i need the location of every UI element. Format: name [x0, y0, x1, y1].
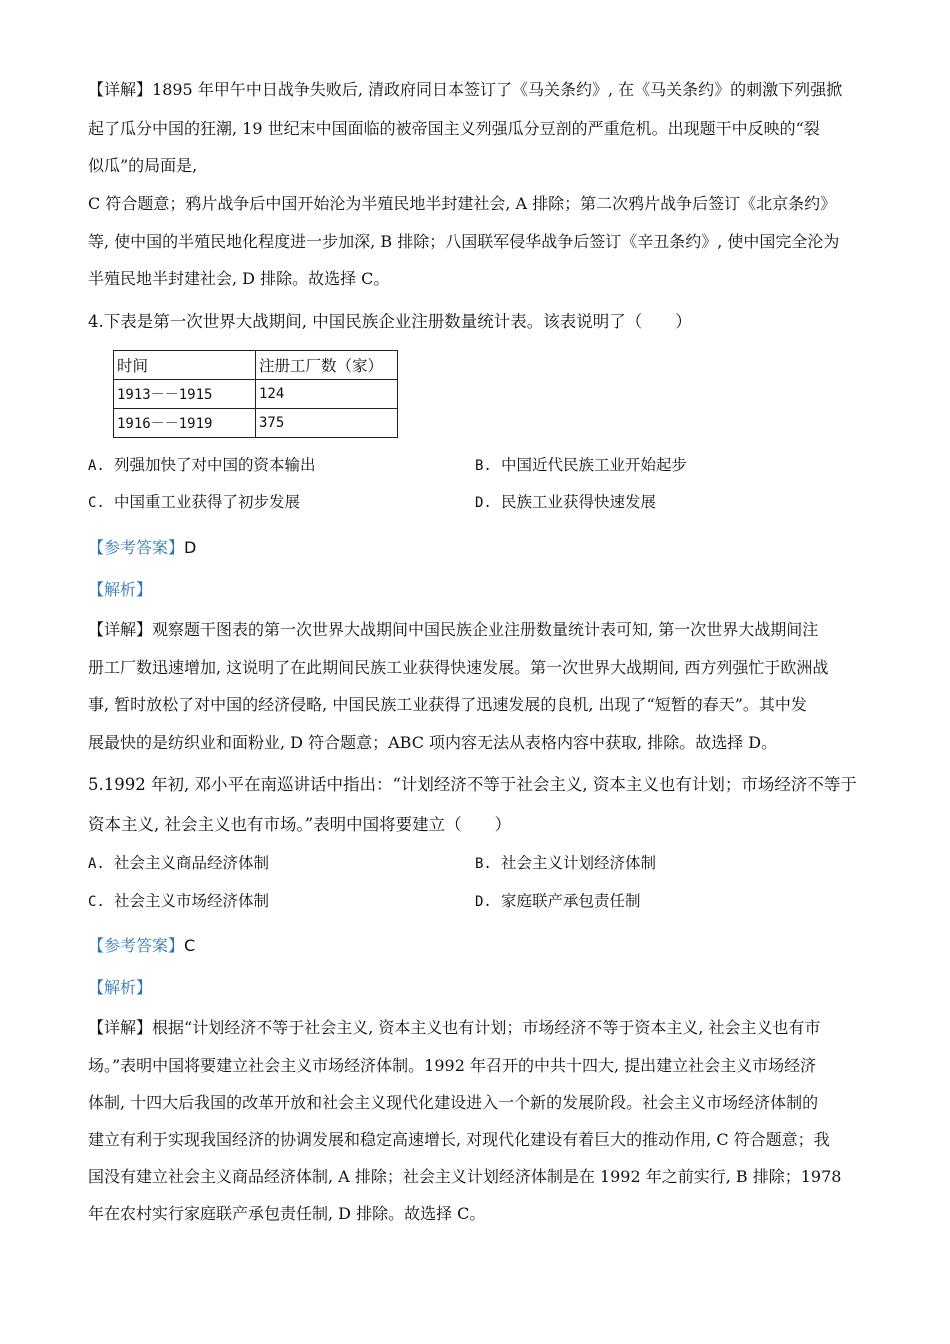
answer-value: C	[184, 936, 196, 955]
q4-analysis-label: 【解析】	[88, 580, 153, 599]
q4-option-b[interactable]: B. 中国近代民族工业开始起步	[475, 456, 688, 474]
table-row	[114, 380, 398, 409]
q5-answer	[88, 936, 878, 956]
q5-detail-line-2: 场。”表明中国将要建立社会主义市场经济体制。1992 年召开的中共十四大, 提出建立社会主义市场经济	[88, 1056, 817, 1075]
q4-detail-line-4: 展最快的是纺织业和面粉业, D 符合题意；ABC 项内容无法从表格内容中获取, 排除。故选择 D。	[88, 733, 778, 752]
q4-option-a[interactable]: A. 列强加快了对中国的资本输出	[88, 456, 316, 474]
q4-answer	[88, 538, 878, 558]
q3-detail-line-6: 半殖民地半封建社会, D 排除。故选择 C。	[88, 269, 390, 288]
q5-analysis-label: 【解析】	[88, 978, 153, 997]
detail-tag: 【详解】	[88, 620, 153, 639]
table-header-row	[114, 351, 398, 380]
q4-detail-line-1: 【详解】观察题干图表的第一次世界大战期间中国民族企业注册数量统计表可知, 第一次世界大战期间注	[88, 620, 819, 639]
q4-question: 4.下表是第一次世界大战期间, 中国民族企业注册数量统计表。该表说明了（ ）	[88, 312, 692, 331]
q5-detail-line-5: 国没有建立社会主义商品经济体制, A 排除；社会主义计划经济体制是在 1992 年之前实行, B 排除；1978	[88, 1167, 842, 1186]
q5-question-line-2: 资本主义, 社会主义也有市场。”表明中国将要建立（ ）	[88, 815, 512, 834]
q5-detail-line-4: 建立有利于实现我国经济的协调发展和稳定高速增长, 对现代化建设有着巨大的推动作用, C 符合题意；我	[88, 1130, 830, 1149]
q3-detail-line-2: 起了瓜分中国的狂潮, 19 世纪末中国面临的被帝国主义列强瓜分豆剖的严重危机。出现题干中反映的“裂	[88, 119, 820, 138]
detail-tag: 【详解】	[88, 1018, 153, 1037]
enterprise-registration-table	[113, 350, 398, 438]
table-header-cell: 注册工厂数（家）	[256, 351, 398, 380]
answer-label: 【参考答案】	[88, 538, 185, 557]
q5-option-d[interactable]: D. 家庭联产承包责任制	[475, 892, 641, 910]
q3-detail-line-5: 等, 使中国的半殖民地化程度进一步加深, B 排除；八国联军侵华战争后签订《辛丑条约》, 使中国完全沦为	[88, 232, 840, 251]
q3-detail-line-3: 似瓜”的局面是,	[88, 156, 198, 175]
table-cell: 124	[256, 380, 398, 409]
q4-detail-line-2: 册工厂数迅速增加, 这说明了在此期间民族工业获得快速发展。第一次世界大战期间, 西方列强忙于欧洲战	[88, 658, 829, 677]
table-header-cell: 时间	[114, 351, 256, 380]
q5-detail-line-6: 年在农村实行家庭联产承包责任制, D 排除。故选择 C。	[88, 1204, 486, 1223]
q5-option-c[interactable]: C. 社会主义市场经济体制	[88, 892, 270, 910]
q5-detail-line-3: 体制, 十四大后我国的改革开放和社会主义现代化建设进入一个新的发展阶段。社会主义市场经济体制的	[88, 1093, 819, 1112]
q4-detail-line-3: 事, 暂时放松了对中国的经济侵略, 中国民族工业获得了迅速发展的良机, 出现了“短暂的春天”。其中发	[88, 695, 807, 714]
q5-option-b[interactable]: B. 社会主义计划经济体制	[475, 854, 657, 872]
answer-label: 【参考答案】	[88, 936, 185, 955]
table-cell: 375	[256, 409, 398, 438]
q3-detail-line-4: C 符合题意；鸦片战争后中国开始沦为半殖民地半封建社会, A 排除；第二次鸦片战争后签订《北京条约》	[88, 194, 837, 213]
q5-detail-line-1: 【详解】根据“计划经济不等于社会主义, 资本主义也有计划；市场经济不等于资本主义, 社会主义也有市	[88, 1018, 821, 1037]
q3-detail-line-1: 【详解】1895 年甲午中日战争失败后, 清政府同日本签订了《马关条约》, 在《马关条约》的刺激下列强掀	[88, 80, 843, 99]
q5-question-line-1: 5.1992 年初, 邓小平在南巡讲话中指出：“计划经济不等于社会主义, 资本主义也有计划；市场经济不等于	[88, 775, 857, 794]
table-row	[114, 409, 398, 438]
answer-value: D	[184, 538, 197, 557]
q5-option-a[interactable]: A. 社会主义商品经济体制	[88, 854, 270, 872]
q4-option-d[interactable]: D. 民族工业获得快速发展	[475, 493, 657, 511]
detail-tag: 【详解】	[88, 80, 153, 99]
table-cell: 1913－－1915	[114, 380, 256, 409]
q4-option-c[interactable]: C. 中国重工业获得了初步发展	[88, 493, 301, 511]
table-cell: 1916－－1919	[114, 409, 256, 438]
